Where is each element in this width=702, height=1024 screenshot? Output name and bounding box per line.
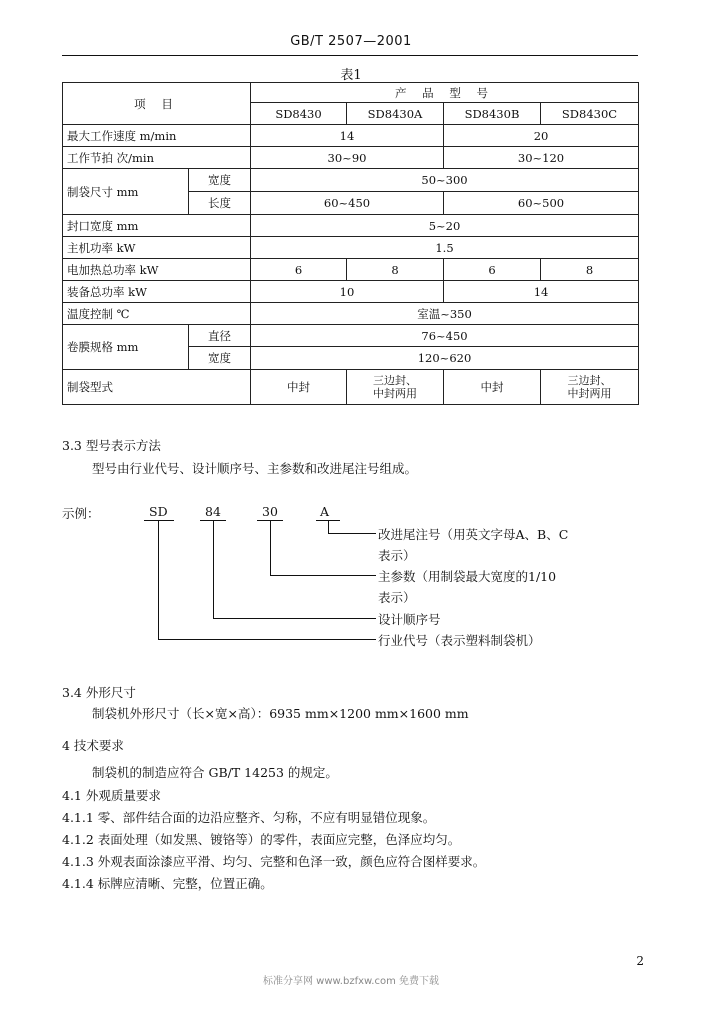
example-label: 示例： (62, 506, 100, 521)
connector-30-horizontal (270, 575, 376, 576)
section-3-3-heading: 3.3 型号表示方法 (62, 438, 161, 453)
code-part-sd: SD (149, 504, 168, 519)
row-label-work-tempo: 工作节拍 次/min (63, 147, 251, 169)
section-3-4-body: 制袋机外形尺寸（长×宽×高）：6935 mm×1200 mm×1600 mm (92, 706, 469, 721)
connector-84-horizontal (213, 618, 376, 619)
bag-type-value: 中封 (444, 370, 541, 405)
bag-type-value: 三边封、 中封两用 (347, 370, 444, 405)
motor-power-value: 1.5 (251, 237, 639, 259)
row-label-temp-control: 温度控制 ℃ (63, 303, 251, 325)
sub-label-width: 宽度 (189, 169, 251, 192)
code-part-a: A (320, 504, 330, 519)
total-power-value: 14 (444, 281, 639, 303)
underline-sd (144, 520, 174, 521)
bag-length-value: 60~450 (251, 192, 444, 215)
label-revision-suffix: 改进尾注号（用英文字母A、B、C (378, 527, 569, 542)
connector-a-horizontal (328, 533, 376, 534)
max-speed-value: 14 (251, 125, 444, 147)
heater-power-value: 6 (251, 259, 347, 281)
clause-4-1-4: 4.1.4 标牌应清晰、完整，位置正确。 (62, 876, 273, 891)
connector-30-vertical (270, 520, 271, 576)
label-revision-suffix-cont: 表示） (378, 548, 416, 563)
label-main-parameter: 主参数（用制袋最大宽度的1/10 (378, 569, 557, 584)
heater-power-value: 8 (541, 259, 639, 281)
temp-control-value: 室温~350 (251, 303, 639, 325)
clause-4-1-1: 4.1.1 零、部件结合面的边沿应整齐、匀称，不应有明显错位现象。 (62, 810, 436, 825)
sub-label-diameter: 直径 (189, 325, 251, 347)
model-name: SD8430C (541, 103, 639, 125)
page-number: 2 (636, 954, 644, 968)
total-power-value: 10 (251, 281, 444, 303)
section-4-1-heading: 4.1 外观质量要求 (62, 788, 161, 803)
row-label-bag-type: 制袋型式 (63, 370, 251, 405)
footer-watermark: 标准分享网 www.bzfxw.com 免费下载 (263, 976, 439, 987)
model-name: SD8430B (444, 103, 541, 125)
connector-a-vertical (328, 520, 329, 534)
row-label-heater-power: 电加热总功率 kW (63, 259, 251, 281)
heater-power-value: 8 (347, 259, 444, 281)
section-4-heading: 4 技术要求 (62, 738, 124, 753)
seal-width-value: 5~20 (251, 215, 639, 237)
row-label-motor-power: 主机功率 kW (63, 237, 251, 259)
row-label-seal-width: 封口宽度 mm (63, 215, 251, 237)
roll-width-value: 120~620 (251, 347, 639, 370)
work-tempo-value: 30~90 (251, 147, 444, 169)
row-label-total-power: 装备总功率 kW (63, 281, 251, 303)
heater-power-value: 6 (444, 259, 541, 281)
code-part-30: 30 (262, 504, 278, 519)
row-label-bag-size: 制袋尺寸 mm (63, 169, 189, 215)
bag-type-value: 中封 (251, 370, 347, 405)
connector-84-vertical (213, 520, 214, 619)
code-part-84: 84 (205, 504, 221, 519)
model-name: SD8430 (251, 103, 347, 125)
clause-4-1-3: 4.1.3 外观表面涂漆应平滑、均匀、完整和色泽一致，颜色应符合图样要求。 (62, 854, 486, 869)
model-name: SD8430A (347, 103, 444, 125)
section-3-4-heading: 3.4 外形尺寸 (62, 685, 136, 700)
bag-width-value: 50~300 (251, 169, 639, 192)
label-industry-code: 行业代号（表示塑料制袋机） (378, 633, 541, 648)
bag-type-value: 三边封、 中封两用 (541, 370, 639, 405)
connector-sd-horizontal (158, 639, 376, 640)
connector-sd-vertical (158, 520, 159, 640)
table-title: 表1 (340, 68, 362, 83)
bag-length-value: 60~500 (444, 192, 639, 215)
section-3-3-body: 型号由行业代号、设计顺序号、主参数和改进尾注号组成。 (92, 461, 418, 476)
row-label-roll-spec: 卷膜规格 mm (63, 325, 189, 370)
sub-label-width: 宽度 (189, 347, 251, 370)
work-tempo-value: 30~120 (444, 147, 639, 169)
clause-4-1-2: 4.1.2 表面处理（如发黑、镀铬等）的零件，表面应完整，色泽应均匀。 (62, 832, 461, 847)
label-design-sequence: 设计顺序号 (378, 612, 441, 627)
max-speed-value: 20 (444, 125, 639, 147)
model-header: 产 品 型 号 (251, 83, 639, 103)
header-rule (62, 55, 638, 56)
row-label-max-speed: 最大工作速度 m/min (63, 125, 251, 147)
label-main-parameter-cont: 表示） (378, 590, 416, 605)
sub-label-length: 长度 (189, 192, 251, 215)
section-4-body: 制袋机的制造应符合 GB/T 14253 的规定。 (92, 765, 338, 780)
standard-number-header: GB/T 2507—2001 (290, 34, 412, 49)
spec-table (62, 82, 639, 405)
roll-diameter-value: 76~450 (251, 325, 639, 347)
item-header: 项 目 (63, 83, 251, 125)
